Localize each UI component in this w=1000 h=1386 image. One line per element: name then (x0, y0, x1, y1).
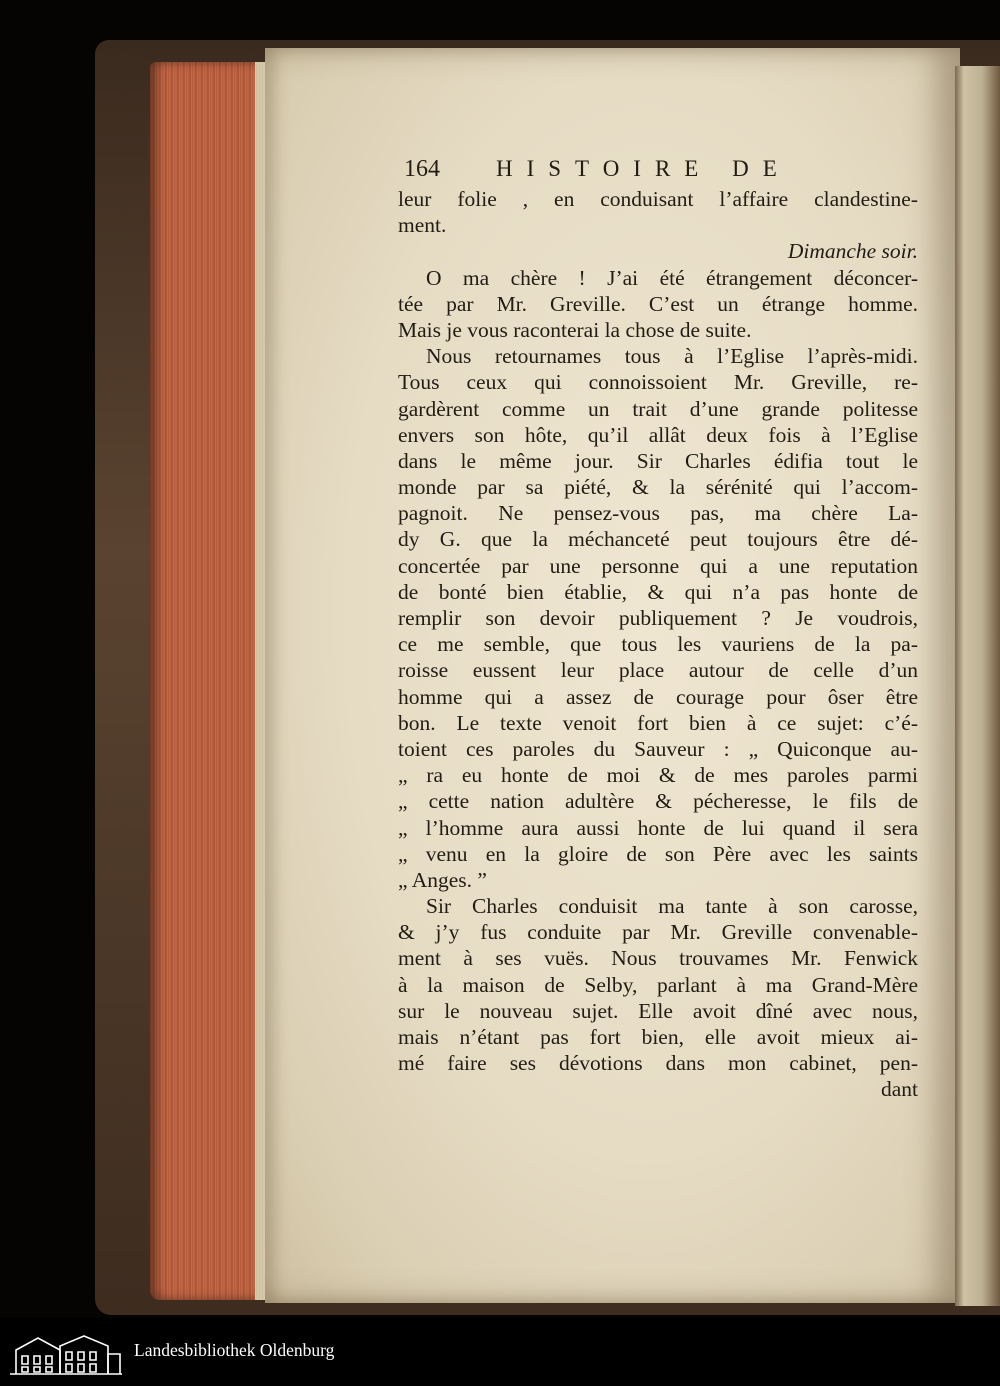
text-lines (398, 186, 918, 1076)
text-line: Tous ceux qui connoissoient Mr. Greville, re- (398, 370, 918, 395)
text-line: O ma chère ! J’ai été étrangement déconcer- (426, 265, 918, 290)
text-line: sur le nouveau sujet. Elle avoit dîné avec nous, (398, 998, 918, 1023)
footer-bar (0, 1318, 1000, 1386)
text-line: tée par Mr. Greville. C’est un étrange homme. (398, 291, 918, 316)
page-number: 164 (404, 156, 440, 182)
text-line: mé faire ses dévotions dans mon cabinet, pen- (398, 1051, 918, 1076)
text-line: de bonté bien établie, & qui n’a pas honte de (398, 579, 918, 604)
text-line: pagnoit. Ne pensez-vous pas, ma chère La- (398, 501, 918, 526)
page-header (398, 156, 918, 186)
facing-page-edge (955, 66, 1000, 1306)
text-line: „ venu en la gloire de son Père avec les saints (398, 841, 918, 866)
text-line: „ cette nation adultère & pécheresse, le fils de (398, 789, 918, 814)
text-line: Mais je vous raconterai la chose de suite. (398, 317, 752, 342)
text-line: remplir son devoir publiquement ? Je voudrois, (398, 606, 918, 630)
text-line: „ l’homme aura aussi honte de lui quand il sera (398, 815, 918, 840)
library-building-logo (6, 1330, 126, 1378)
text-line: Sir Charles conduisit ma tante à son carosse, (426, 894, 918, 919)
text-line: roisse eussent leur place autour de celle d’un (398, 658, 918, 683)
text-line: dy G. que la méchanceté peut toujours être dé- (398, 527, 918, 552)
text-line: monde par sa piété, & la sérénité qui l’accom- (398, 475, 918, 500)
text-line: envers son hôte, qu’il allât deux fois à l’Eglise (398, 422, 918, 447)
catchword: dant (880, 1077, 918, 1102)
text-line: concertée par une personne qui a une reputation (398, 553, 918, 578)
text-line: toient ces paroles du Sauveur : „ Quiconque au- (398, 736, 918, 761)
text-line: gardèrent comme un trait d’une grande politesse (398, 396, 918, 421)
text-line: mais n’étant pas fort bien, elle avoit mieux ai- (398, 1025, 918, 1049)
page-text (398, 156, 918, 1103)
text-line: homme qui a assez de courage pour ôser être (398, 684, 918, 709)
text-line: ce me semble, que tous les vauriens de la pa- (398, 632, 918, 657)
text-line: bon. Le texte venoit fort bien à ce sujet: c’é- (398, 710, 918, 735)
text-line: „ Anges. ” (398, 867, 487, 892)
text-line: leur folie , en conduisant l’affaire clandestine- (398, 187, 918, 211)
text-line: Dimanche soir. (787, 239, 918, 264)
text-line: Nous retournames tous à l’Eglise l’après-midi. (426, 344, 918, 369)
text-line: „ ra eu honte de moi & de mes paroles parmi (398, 763, 918, 788)
text-line: & j’y fus conduite par Mr. Greville convenable- (398, 920, 918, 945)
text-line: dans le même jour. Sir Charles édifia tout le (398, 448, 918, 473)
running-title: HISTOIRE DE (496, 156, 791, 181)
text-line: à la maison de Selby, parlant à ma Grand-Mère (398, 972, 918, 997)
page-edges (150, 62, 268, 1300)
library-name: Landesbibliothek Oldenburg (134, 1340, 335, 1360)
text-line: ment. (398, 213, 447, 238)
text-line: ment à ses vuës. Nous trouvames Mr. Fenwick (398, 946, 918, 971)
